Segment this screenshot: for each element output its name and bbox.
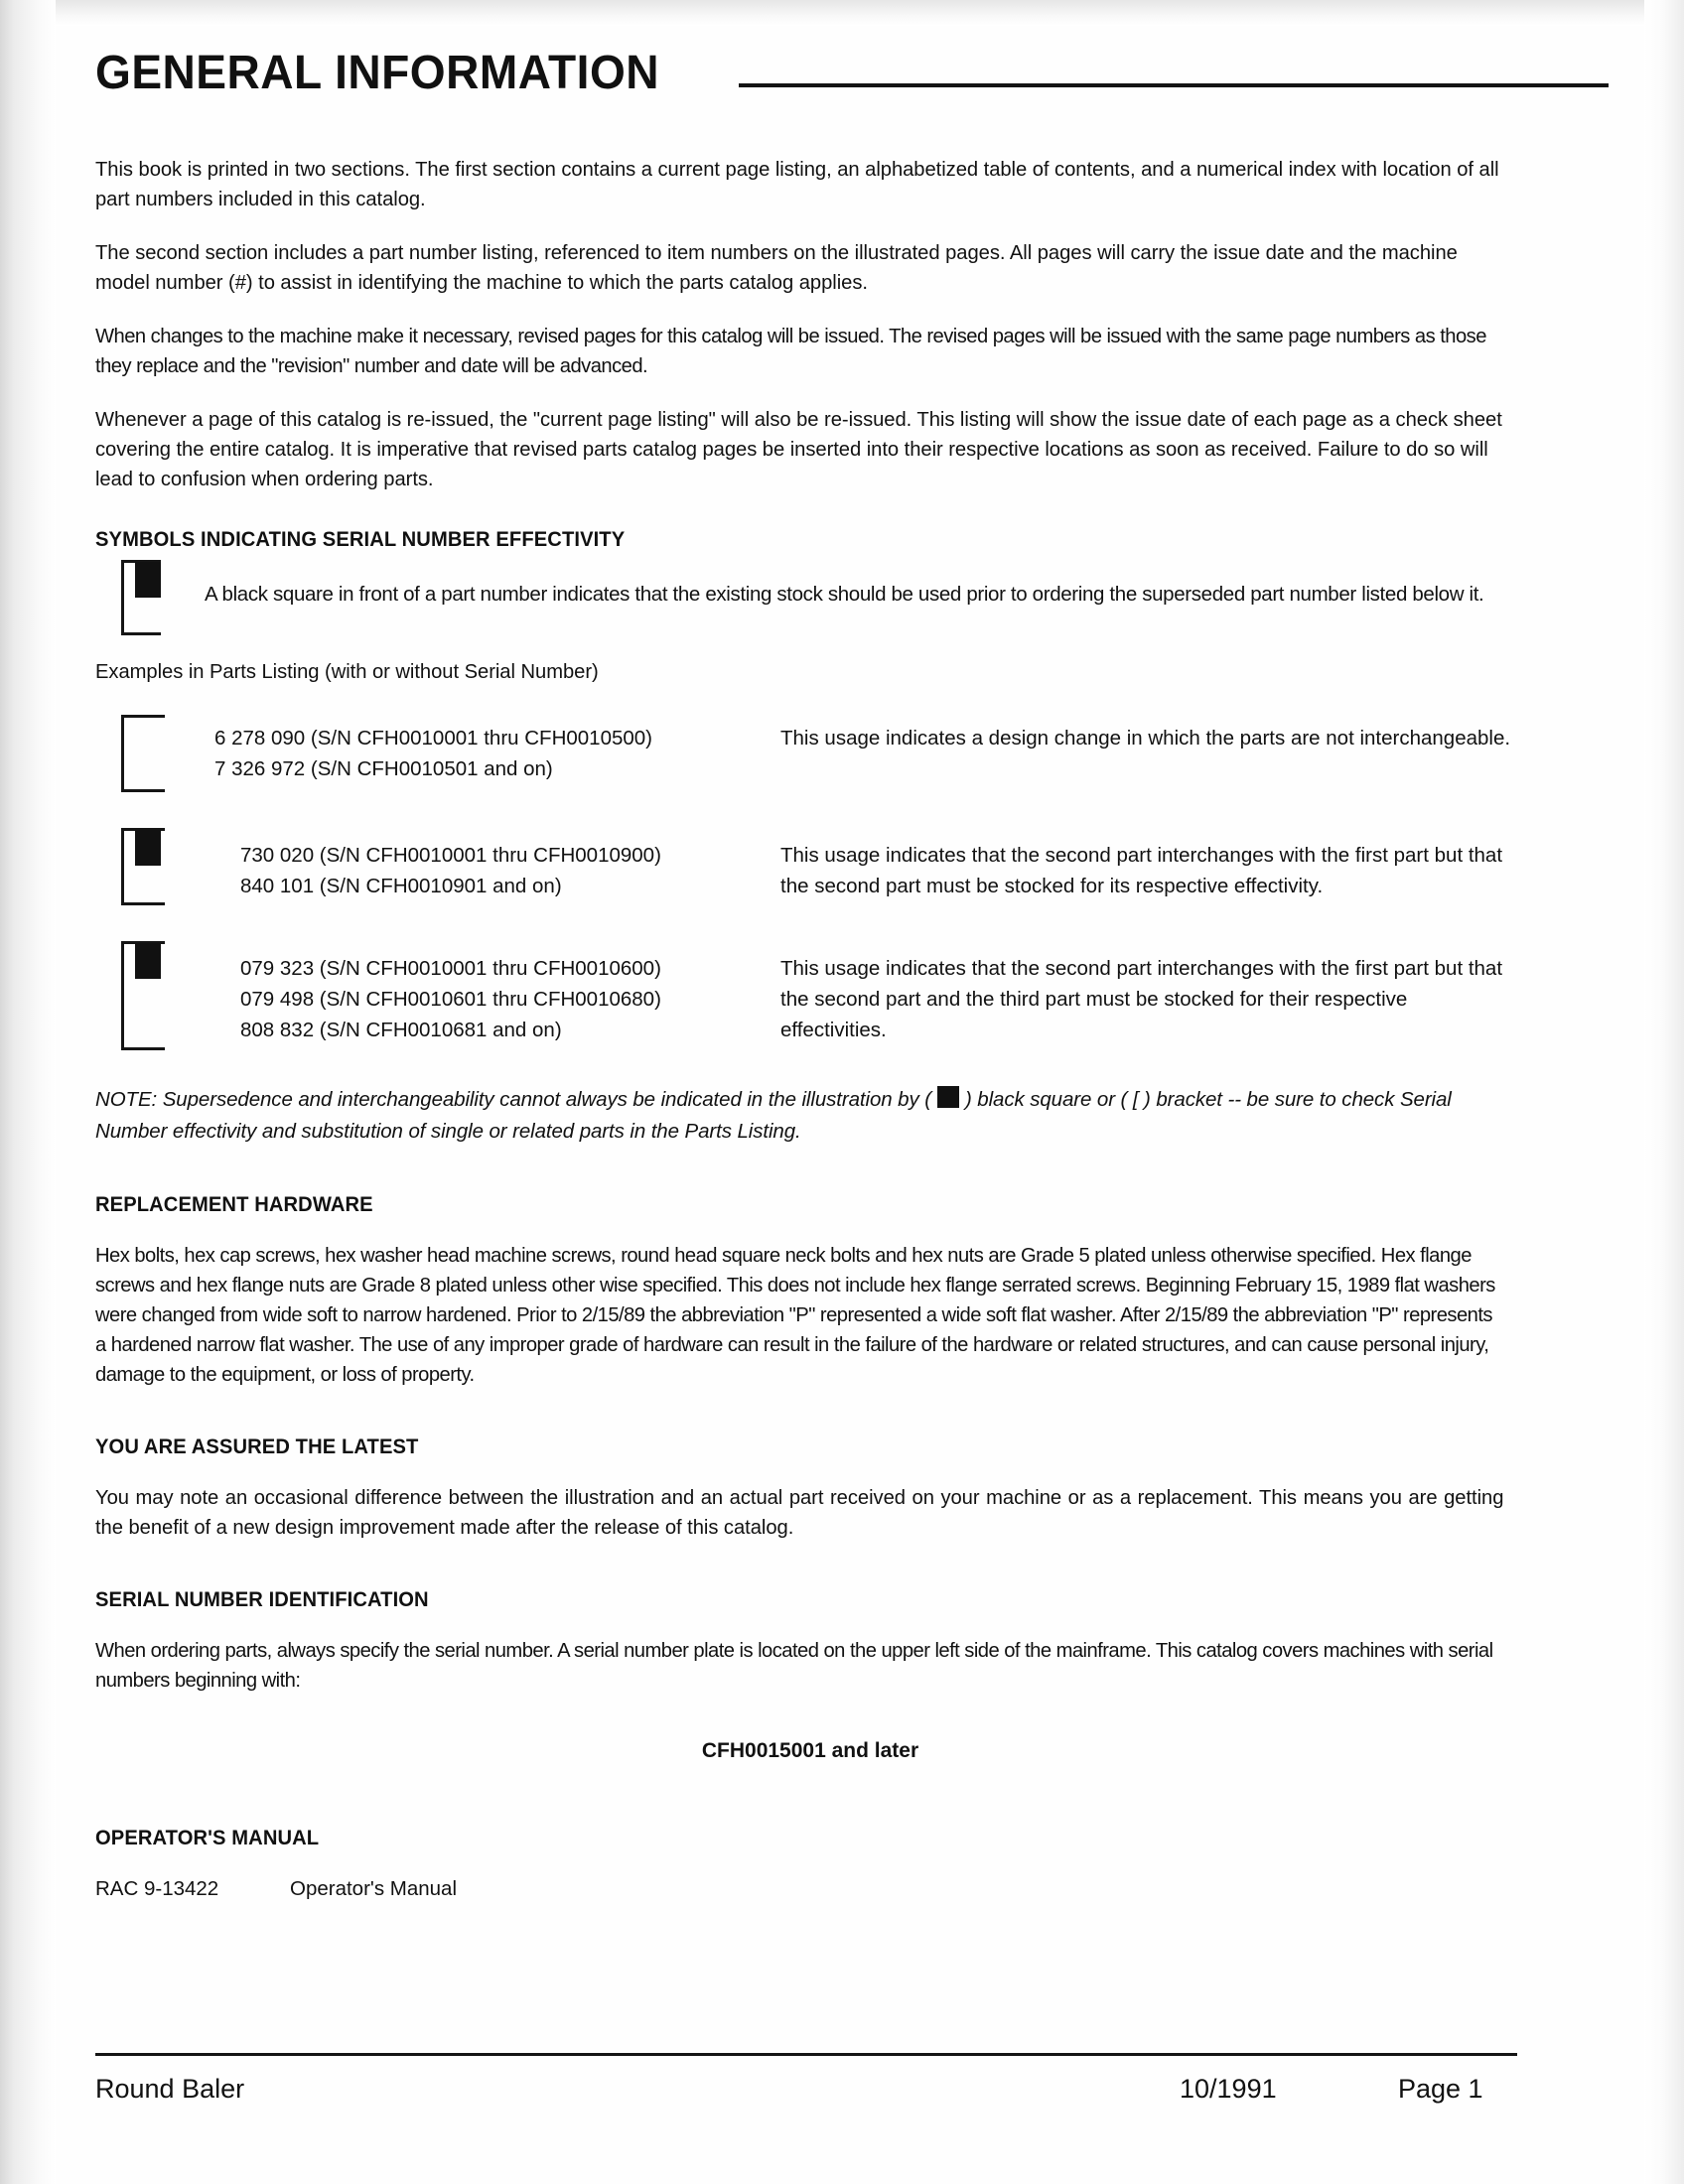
example-parts bbox=[214, 723, 771, 784]
black-square-icon bbox=[135, 562, 161, 598]
symbol-definition-block bbox=[95, 558, 1525, 635]
part-line: 079 498 (S/N CFH0010601 thru CFH0010680) bbox=[240, 988, 661, 1011]
footer-issue-date: 10/1991 bbox=[1180, 2074, 1277, 2104]
operators-manual-heading: OPERATOR'S MANUAL bbox=[95, 1827, 320, 1849]
page-content bbox=[95, 0, 1525, 1904]
footer-machine-name: Round Baler bbox=[95, 2074, 245, 2104]
example-parts bbox=[240, 953, 796, 1045]
assured-latest-heading: YOU ARE ASSURED THE LATEST bbox=[95, 1435, 419, 1458]
black-square-icon bbox=[937, 1086, 959, 1108]
supersedence-note bbox=[95, 1084, 1525, 1148]
part-line: 730 020 (S/N CFH0010001 thru CFH0010900) bbox=[240, 844, 661, 867]
footer-rule bbox=[95, 2053, 1517, 2056]
bracket-icon bbox=[121, 715, 165, 792]
part-line: 840 101 (S/N CFH0010901 and on) bbox=[240, 875, 562, 897]
operators-manual-label: Operator's Manual bbox=[290, 1877, 457, 1900]
note-text-part-1: NOTE: Supersedence and interchangeability cannot always be indicated in the illustration by ( bbox=[95, 1088, 931, 1111]
symbols-section-heading: SYMBOLS INDICATING SERIAL NUMBER EFFECTIVITY bbox=[95, 528, 626, 551]
serial-identification-body: When ordering parts, always specify the serial number. A serial number plate is located on the upper left side of the mainframe. This catalog covers machines with serial numbers beginning with: bbox=[95, 1639, 1493, 1692]
operators-manual-code: RAC 9-13422 bbox=[95, 1877, 219, 1900]
intro-paragraph-1: This book is printed in two sections. The first section contains a current page listing, an alphabetized table of contents, and a numerical index with location of all part numbers included in this catalog. bbox=[95, 158, 1499, 210]
page-footer bbox=[95, 2071, 1521, 2124]
black-square-icon bbox=[135, 830, 161, 866]
example-row bbox=[95, 826, 1525, 899]
black-square-icon bbox=[135, 943, 161, 979]
intro-paragraph-3: When changes to the machine make it necessary, revised pages for this catalog will be issued. The revised pages will be issued with the same page numbers as those they replace and the "revision" number and date will be advanced. bbox=[95, 325, 1486, 377]
operators-manual-row bbox=[95, 1874, 1525, 1904]
examples-heading: Examples in Parts Listing (with or without Serial Number) bbox=[95, 660, 599, 683]
assured-latest-body: You may note an occasional difference between the illustration and an actual part received on your machine or as a replacement. This means you are getting the benefit of a new design improvement made after the release of this catalog. bbox=[95, 1486, 1504, 1539]
intro-paragraph-4: Whenever a page of this catalog is re-issued, the "current page listing" will also be re-issued. This listing will show the issue date of each page as a check sheet covering the entire catalog. It is imperative that revised parts catalog pages be inserted into their respective locations as soon as received. Failure to do so will lead to confusion when ordering parts. bbox=[95, 408, 1502, 490]
scan-left-edge-shading bbox=[0, 0, 56, 2184]
part-line: 808 832 (S/N CFH0010681 and on) bbox=[240, 1019, 562, 1041]
part-line: 7 326 972 (S/N CFH0010501 and on) bbox=[214, 757, 553, 780]
title-rule bbox=[739, 83, 1609, 87]
footer-page-number: Page 1 bbox=[1398, 2074, 1483, 2104]
example-row bbox=[95, 939, 1525, 1044]
example-description: This usage indicates that the second part interchanges with the first part but that the second part must be stocked for its respective effectivity. bbox=[780, 844, 1503, 897]
example-parts bbox=[240, 840, 796, 901]
example-description: This usage indicates that the second part interchanges with the first part but that the second part and the third part must be stocked for their respective effectivities. bbox=[780, 957, 1503, 1041]
serial-identification-heading: SERIAL NUMBER IDENTIFICATION bbox=[95, 1588, 429, 1611]
replacement-hardware-body: Hex bolts, hex cap screws, hex washer head machine screws, round head square neck bolts and hex nuts are Grade 5 plated unless otherwise specified. Hex flange screws and hex flange nuts are Grade 8 plated unless other wise specified. This does not include hex flange serrated screws. Beginning February 15, 1989 flat washers were changed from wide soft to narrow hardened. Prior to 2/15/89 the abbreviation "P" represented a wide soft flat washer. After 2/15/89 the abbreviation "P" represents a hardened narrow flat washer. The use of any improper grade of hardware can result in the failure of the hardware or related structures, and can cause personal injury, damage to the equipment, or loss of property. bbox=[95, 1244, 1495, 1386]
part-line: 079 323 (S/N CFH0010001 thru CFH0010600) bbox=[240, 957, 661, 980]
example-row bbox=[95, 713, 1525, 786]
intro-paragraph-2: The second section includes a part number listing, referenced to item numbers on the illustrated pages. All pages will carry the issue date and the machine model number (#) to assist in identifying the machine to which the parts catalog applies. bbox=[95, 241, 1458, 294]
serial-number-value: CFH0015001 and later bbox=[701, 1739, 919, 1762]
example-description: This usage indicates a design change in which the parts are not interchangeable. bbox=[780, 727, 1511, 750]
note-text-part-2: ) black square or ( [ ) bracket -- be sure to check Serial Number effectivity and substitution of single or related parts in the Parts Listing. bbox=[95, 1088, 1452, 1143]
title-row bbox=[95, 46, 1525, 123]
part-line: 6 278 090 (S/N CFH0010001 thru CFH0010500) bbox=[214, 727, 653, 750]
symbol-definition-text: A black square in front of a part number indicates that the existing stock should be used prior to ordering the superseded part number listed below it. bbox=[205, 583, 1484, 606]
examples-list bbox=[95, 713, 1525, 1044]
scan-right-edge-shading bbox=[1644, 0, 1684, 2184]
replacement-hardware-heading: REPLACEMENT HARDWARE bbox=[95, 1193, 373, 1216]
page-title: GENERAL INFORMATION bbox=[95, 47, 660, 99]
